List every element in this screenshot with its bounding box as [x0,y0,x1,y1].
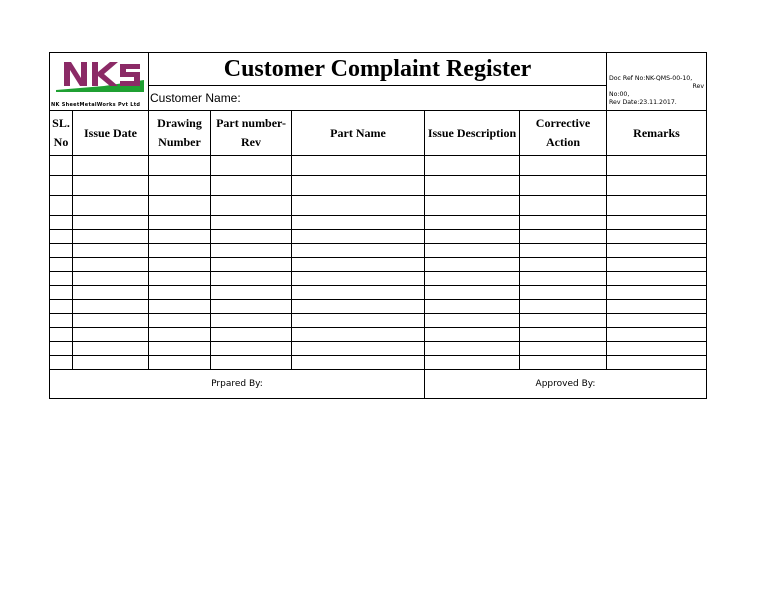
col-header-issue-date: Issue Date [73,111,149,156]
table-cell[interactable] [520,314,607,328]
table-cell[interactable] [425,286,520,300]
table-cell[interactable] [292,314,425,328]
table-row [50,314,707,328]
table-cell[interactable] [50,328,73,342]
table-cell[interactable] [520,230,607,244]
table-cell[interactable] [50,342,73,356]
table-cell[interactable] [149,356,211,370]
table-cell[interactable] [211,230,292,244]
table-cell[interactable] [50,156,73,176]
table-cell[interactable] [149,342,211,356]
table-row [50,286,707,300]
table-cell[interactable] [50,230,73,244]
col-header-drawing-number: Drawing Number [149,111,211,156]
table-row [50,244,707,258]
table-cell[interactable] [292,244,425,258]
table-cell[interactable] [520,356,607,370]
table-cell[interactable] [50,196,73,216]
table-cell[interactable] [520,286,607,300]
table-cell[interactable] [149,286,211,300]
col-header-sl-no: SL. No [50,111,73,156]
customer-name-field[interactable]: Customer Name: [149,86,607,111]
table-cell[interactable] [425,244,520,258]
table-cell[interactable] [50,286,73,300]
table-cell[interactable] [211,176,292,196]
table-cell[interactable] [73,328,149,342]
table-row [50,156,707,176]
col-header-remarks: Remarks [607,111,707,156]
table-cell[interactable] [292,196,425,216]
signature-row [50,370,707,399]
table-cell[interactable] [607,356,707,370]
table-cell[interactable] [425,272,520,286]
table-cell[interactable] [149,244,211,258]
table-cell[interactable] [520,328,607,342]
table-row [50,216,707,230]
company-logo-cell [50,53,149,111]
column-header-row [50,111,707,156]
doc-ref-line4: Rev Date:23.11.2017. [609,99,677,106]
table-cell[interactable] [520,196,607,216]
table-cell[interactable] [607,196,707,216]
table-cell[interactable] [73,244,149,258]
table-cell[interactable] [73,258,149,272]
table-cell[interactable] [149,314,211,328]
table-row [50,176,707,196]
table-cell[interactable] [149,258,211,272]
table-cell[interactable] [520,258,607,272]
table-cell[interactable] [73,156,149,176]
table-cell[interactable] [211,216,292,230]
table-cell[interactable] [149,216,211,230]
table-cell[interactable] [607,156,707,176]
table-row [50,342,707,356]
table-cell[interactable] [149,300,211,314]
col-header-part-number-rev: Part number-Rev [211,111,292,156]
table-cell[interactable] [149,176,211,196]
table-cell[interactable] [607,328,707,342]
table-row [50,328,707,342]
table-cell[interactable] [607,258,707,272]
table-cell[interactable] [520,272,607,286]
table-cell[interactable] [292,342,425,356]
table-cell[interactable] [149,196,211,216]
company-name: NK SheetMetalWorks Pvt Ltd [51,102,141,108]
table-cell[interactable] [607,300,707,314]
table-cell[interactable] [292,328,425,342]
table-cell[interactable] [73,356,149,370]
table-cell[interactable] [73,272,149,286]
table-cell[interactable] [73,342,149,356]
table-cell[interactable] [211,356,292,370]
table-cell[interactable] [292,176,425,196]
table-cell[interactable] [211,286,292,300]
table-cell[interactable] [607,314,707,328]
table-cell[interactable] [607,286,707,300]
table-cell[interactable] [607,342,707,356]
table-cell[interactable] [73,216,149,230]
table-cell[interactable] [292,286,425,300]
prepared-by-field[interactable]: Prpared By: [50,370,425,399]
table-cell[interactable] [520,342,607,356]
table-cell[interactable] [292,258,425,272]
table-cell[interactable] [520,176,607,196]
table-cell[interactable] [520,156,607,176]
table-cell[interactable] [425,156,520,176]
table-cell[interactable] [425,258,520,272]
table-cell[interactable] [211,300,292,314]
table-cell[interactable] [425,342,520,356]
table-cell[interactable] [211,244,292,258]
complaint-register-sheet [49,52,706,399]
table-cell[interactable] [520,244,607,258]
table-cell[interactable] [50,272,73,286]
table-cell[interactable] [211,196,292,216]
table-cell[interactable] [211,156,292,176]
table-cell[interactable] [50,216,73,230]
col-header-corrective-action: Corrective Action [520,111,607,156]
table-cell[interactable] [211,258,292,272]
table-cell[interactable] [211,328,292,342]
table-cell[interactable] [607,272,707,286]
table-cell[interactable] [425,300,520,314]
table-cell[interactable] [211,342,292,356]
table-cell[interactable] [425,216,520,230]
doc-ref-line2: Rev [692,83,704,90]
doc-ref-line1: Doc Ref No:NK-QMS-00-10, [609,75,693,82]
table-cell[interactable] [607,216,707,230]
table-cell[interactable] [607,176,707,196]
table-cell[interactable] [292,230,425,244]
table-cell[interactable] [425,196,520,216]
table-cell[interactable] [211,314,292,328]
table-row [50,300,707,314]
table-cell[interactable] [73,196,149,216]
page-title: Customer Complaint Register [149,53,607,86]
table-row [50,272,707,286]
table-cell[interactable] [50,300,73,314]
table-cell[interactable] [292,216,425,230]
table-cell[interactable] [607,244,707,258]
table-cell[interactable] [73,286,149,300]
table-cell[interactable] [50,176,73,196]
table-row [50,258,707,272]
register-table [49,52,707,399]
table-cell[interactable] [149,328,211,342]
table-row [50,230,707,244]
table-cell[interactable] [520,300,607,314]
table-cell[interactable] [425,356,520,370]
company-logo-icon [54,56,146,96]
table-cell[interactable] [607,230,707,244]
table-cell[interactable] [50,314,73,328]
table-cell[interactable] [211,272,292,286]
table-cell[interactable] [149,156,211,176]
table-cell[interactable] [292,272,425,286]
col-header-issue-description: Issue Description [425,111,520,156]
approved-by-field[interactable]: Approved By: [425,370,707,399]
table-cell[interactable] [149,272,211,286]
table-cell[interactable] [50,244,73,258]
table-cell[interactable] [292,156,425,176]
table-cell[interactable] [73,300,149,314]
table-cell[interactable] [292,300,425,314]
table-cell[interactable] [292,356,425,370]
doc-ref-block [607,53,707,111]
table-cell[interactable] [425,314,520,328]
table-cell[interactable] [425,176,520,196]
table-cell[interactable] [520,216,607,230]
table-cell[interactable] [73,314,149,328]
table-cell[interactable] [73,230,149,244]
table-cell[interactable] [50,258,73,272]
table-row [50,196,707,216]
table-cell[interactable] [425,230,520,244]
table-cell[interactable] [73,176,149,196]
table-cell[interactable] [149,230,211,244]
col-header-part-name: Part Name [292,111,425,156]
table-cell[interactable] [50,356,73,370]
doc-ref-line3: No:00, [609,91,630,98]
table-cell[interactable] [425,328,520,342]
table-row [50,356,707,370]
